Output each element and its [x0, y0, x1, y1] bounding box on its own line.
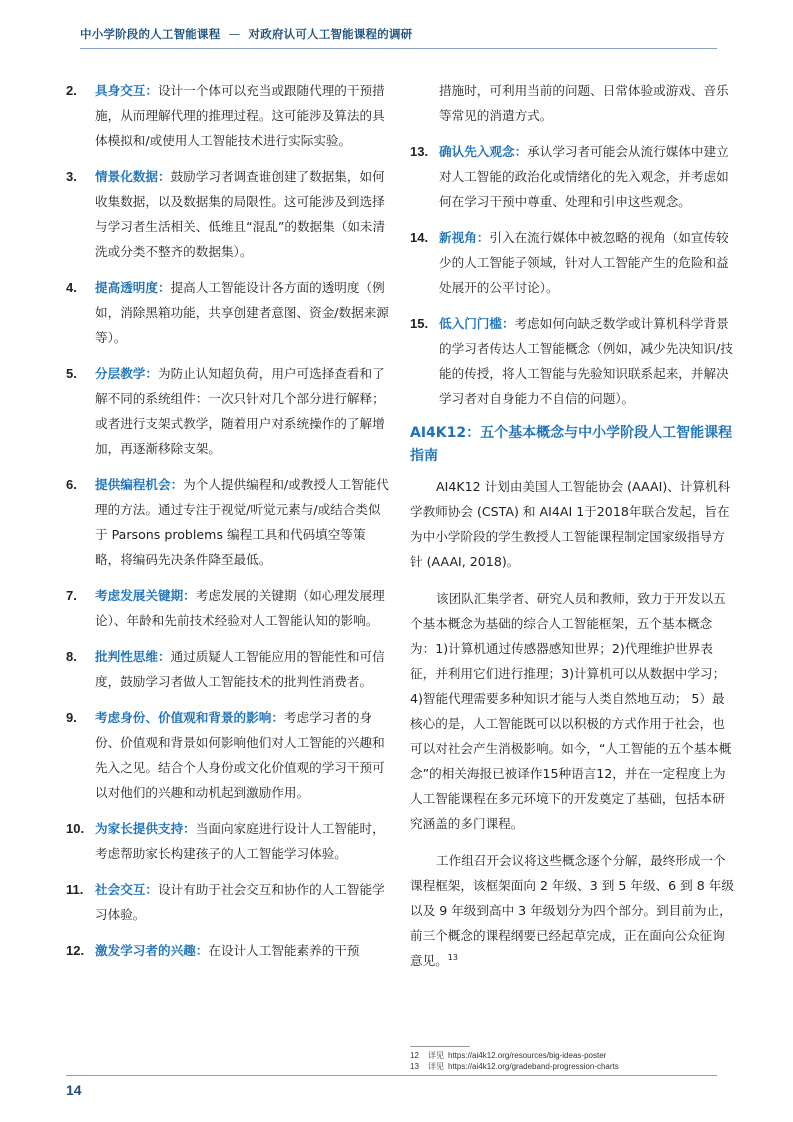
item-text: 在设计人工智能素养的干预 — [208, 943, 360, 958]
footnotes — [410, 1050, 730, 1072]
list-item — [66, 583, 390, 633]
header-separator: — — [228, 27, 241, 41]
item-text: 引入在流行媒体中被忽略的视角（如宣传较少的人工智能子领域，针对人工智能产生的危险和益处展开的公平讨论）。 — [439, 230, 729, 295]
item-number: 3. — [66, 169, 77, 184]
item-text: 提高人工智能设计各方面的透明度（例如，消除黑箱功能，共享创建者意图、资金/数据来源等）。 — [95, 280, 389, 345]
footnote-number: 12 — [410, 1051, 419, 1060]
footnote-label: 详见 — [428, 1051, 444, 1060]
item-number: 7. — [66, 588, 77, 603]
item-number: 5. — [66, 366, 77, 381]
right-column — [410, 78, 735, 985]
item-keyword: 情景化数据： — [95, 169, 171, 184]
item-number: 8. — [66, 649, 77, 664]
footnote-divider — [410, 1046, 470, 1047]
item-text: 考虑如何向缺乏数学或计算机科学背景的学习者传达人工智能概念（例如，减少先决知识/技能的传授，将人工智能与先验知识联系起来，并解决学习者对自身能力不自信的问题）。 — [439, 316, 733, 406]
item-keyword: 确认先入观念： — [439, 144, 528, 159]
body-paragraph — [410, 848, 735, 973]
body-paragraph — [410, 474, 735, 574]
item-number: 11. — [66, 882, 84, 897]
list-item — [66, 877, 390, 927]
item-keyword: 社会交互： — [95, 882, 158, 897]
item-text: 为个人提供编程和/或教授人工智能代理的方法。通过专注于视觉/听觉元素与/或结合类似于 Parsons problems 编程工具和代码填空等策略，将编码先决条件降至最低。 — [95, 477, 389, 567]
page-number: 14 — [66, 1082, 82, 1098]
list-item — [66, 164, 390, 264]
item-number: 12. — [66, 943, 85, 958]
footer-divider — [66, 1075, 717, 1076]
item-keyword: 为家长提供支持： — [95, 821, 196, 836]
paragraph-text: 该团队汇集学者、研究人员和教师，致力于开发以五个基本概念为基础的综合人工智能框架，五个基本概念为：1)计算机通过传感器感知世界；2)代理维护世界表征，并利用它们进行推理；3)计算机可以从数据中学习；4)智能代理需要多种知识才能与人类自然地互动； 5）最核心的是，人工智能既可以以积极的方式作用于社会，也可以对社会产生消极影响。如今，“人工智能的五个基本概念”的相关海报已被译作15种语言12，并在一定程度上为人工智能课程在多元环境下的开发奠定了基础，包括本研究涵盖的多门课程。 — [410, 591, 732, 831]
item-text: 为防止认知超负荷，用户可选择查看和了解不同的系统组件：一次只针对几个部分进行解释；或者进行支架式教学，随着用户对系统操作的了解增加，再逐渐移除支架。 — [95, 366, 385, 456]
list-item — [410, 311, 735, 411]
header-divider — [80, 48, 717, 49]
left-column — [66, 78, 390, 974]
body-paragraph — [410, 586, 735, 836]
header-title: 中小学阶段的人工智能课程 — [80, 27, 221, 41]
item-number: 6. — [66, 477, 77, 492]
list-item — [66, 275, 390, 350]
item-keyword: 提供编程机会： — [95, 477, 184, 492]
item-continuation: 措施时，可利用当前的问题、日常体验或游戏、音乐等常见的消遣方式。 — [439, 83, 729, 123]
list-item — [410, 139, 735, 214]
list-item — [410, 225, 735, 300]
footnote — [410, 1061, 730, 1072]
item-text: 承认学习者可能会从流行媒体中建立对人工智能的政治化或情绪化的先入观念，并考虑如何在学习干预中尊重、处理和引申这些观念。 — [439, 144, 729, 209]
running-header — [80, 26, 720, 42]
item-text: 考虑学习者的身份、价值观和背景如何影响他们对人工智能的兴趣和先入之见。结合个人身份或文化价值观的学习干预可以对他们的兴趣和动机起到激励作用。 — [95, 710, 385, 800]
list-item — [66, 816, 390, 866]
item-keyword: 考虑发展关键期： — [95, 588, 196, 603]
list-item — [66, 938, 390, 963]
footnote-link[interactable]: https://ai4k12.org/resources/big-ideas-poster — [448, 1051, 607, 1060]
footnote-ref[interactable]: 13 — [447, 952, 458, 962]
item-number: 15. — [410, 316, 429, 331]
section-heading: AI4K12：五个基本概念与中小学阶段人工智能课程指南 — [410, 425, 733, 464]
list-item — [66, 705, 390, 805]
list-item — [66, 472, 390, 572]
item-number: 10. — [66, 821, 85, 836]
item-keyword: 新视角： — [439, 230, 490, 245]
item-text: 鼓励学习者调查谁创建了数据集，如何收集数据，以及数据集的局限性。这可能涉及到选择与学习者生活相关、低维且“混乱”的数据集（如未清洗或分类不整齐的数据集）。 — [95, 169, 386, 259]
item-keyword: 分层教学： — [95, 366, 158, 381]
item-keyword: 具身交互： — [95, 83, 158, 98]
footnote — [410, 1050, 730, 1061]
item-number: 14. — [410, 230, 429, 245]
item-number: 13. — [410, 144, 429, 159]
item-keyword: 提高透明度： — [95, 280, 171, 295]
footnote-label: 详见 — [428, 1062, 444, 1071]
item-keyword: 批判性思维： — [95, 649, 171, 664]
header-subtitle: 对政府认可人工智能课程的调研 — [248, 27, 413, 41]
list-item — [66, 361, 390, 461]
item-text: 设计有助于社会交互和协作的人工智能学习体验。 — [95, 882, 385, 922]
item-text: 当面向家庭进行设计人工智能时，考虑帮助家长构建孩子的人工智能学习体验。 — [95, 821, 385, 861]
footnote-number: 13 — [410, 1062, 419, 1071]
item-keyword: 低入门门槛： — [439, 316, 515, 331]
item-text: 设计一个体可以充当或跟随代理的干预措施，从而理解代理的推理过程。这可能涉及算法的具体模拟和/或使用人工智能技术进行实际实验。 — [95, 83, 385, 148]
item-keyword: 考虑身份、价值观和背景的影响： — [95, 710, 284, 725]
footnote-link[interactable]: https://ai4k12.org/gradeband-progression-charts — [448, 1062, 619, 1071]
list-item — [66, 78, 390, 153]
paragraph-text: 工作组召开会议将这些概念逐个分解，最终形成一个课程框架，该框架面向 2 年级、3 到 5 年级、6 到 8 年级以及 9 年级到高中 3 年级划分为四个部分。到目前为止，前三个概念的课程纲要已经起草完成，正在面向公众征询意见。 — [410, 853, 734, 968]
item-number: 9. — [66, 710, 77, 725]
paragraph-text: AI4K12 计划由美国人工智能协会 (AAAI)、计算机科学教师协会 (CSTA) 和 AI4AI 1于2018年联合发起，旨在为中小学阶段的学生教授人工智能课程制定国家级指导方针 (AAAI, 2018)。 — [410, 479, 731, 569]
item-keyword: 激发学习者的兴趣： — [95, 943, 209, 958]
list-item — [66, 644, 390, 694]
item-text: 通过质疑人工智能应用的智能性和可信度，鼓励学习者做人工智能技术的批判性消费者。 — [95, 649, 385, 689]
item-number: 4. — [66, 280, 77, 295]
item-number: 2. — [66, 83, 77, 98]
item-text: 考虑发展的关键期（如心理发展理论）、年龄和先前技术经验对人工智能认知的影响。 — [95, 588, 385, 628]
